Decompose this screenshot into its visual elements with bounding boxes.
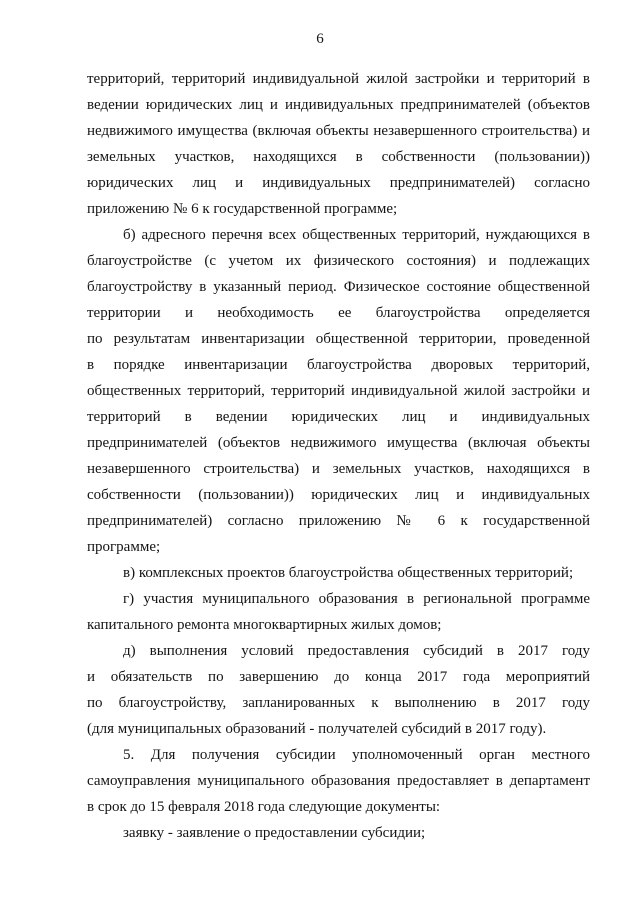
text-line: и обязательств по завершению до конца 2017 года мероприятий [87, 669, 590, 685]
text-line: по благоустройству, запланированных к выполнению в 2017 году [87, 695, 590, 711]
text-line: юридических лиц и индивидуальных предпринимателей) согласно [87, 175, 590, 191]
page-number: 6 [316, 31, 324, 47]
text-line: общественных территорий, территорий индивидуальной жилой застройки и [87, 383, 590, 399]
text-line: ведении юридических лиц и индивидуальных предпринимателей (объектов [87, 97, 590, 113]
text-line: 5. Для получения субсидии уполномоченный орган местного [123, 747, 590, 763]
text-line: территорий, территорий индивидуальной жилой застройки и территорий в [87, 71, 590, 87]
paragraph-item-v [87, 560, 590, 586]
text-line: по результатам инвентаризации общественной территории, проведенной [87, 331, 590, 347]
paragraph-item-g [87, 586, 590, 638]
text-line: благоустройстве (с учетом их физического состояния) и подлежащих [87, 253, 590, 269]
text-line: территорий в ведении юридических лиц и индивидуальных [87, 409, 590, 425]
text-line: капитального ремонта многоквартирных жилых домов; [87, 617, 442, 633]
text-line: недвижимого имущества (включая объекты незавершенного строительства) и [87, 123, 590, 139]
text-line: в) комплексных проектов благоустройства общественных территорий; [123, 565, 574, 581]
paragraph-application [87, 820, 590, 846]
text-line: в срок до 15 февраля 2018 года следующие документы: [87, 799, 441, 815]
text-line: земельных участков, находящихся в собственности (пользовании)) [87, 149, 590, 165]
paragraph-item-d [87, 638, 590, 742]
text-line: в порядке инвентаризации благоустройства дворовых территорий, [87, 357, 590, 373]
text-line: предпринимателей (объектов недвижимого имущества (включая объекты [87, 435, 590, 451]
text-line: приложению № 6 к государственной программе; [87, 201, 398, 217]
text-line: благоустройству в указанный период. Физическое состояние общественной [87, 279, 590, 295]
paragraph-item-b [87, 222, 590, 560]
text-line: заявку - заявление о предоставлении субсидии; [123, 825, 426, 841]
text-line: д) выполнения условий предоставления субсидий в 2017 году [123, 643, 590, 659]
text-line: б) адресного перечня всех общественных территорий, нуждающихся в [123, 227, 590, 243]
paragraph-item-5 [87, 742, 590, 820]
text-line: собственности (пользовании)) юридических лиц и индивидуальных [87, 487, 590, 503]
text-line: (для муниципальных образований - получателей субсидий в 2017 году). [87, 721, 547, 737]
text-line: предпринимателей) согласно приложению № 6 к государственной [87, 513, 590, 529]
text-line: территории и необходимость ее благоустройства определяется [87, 305, 590, 321]
paragraph-continuation [87, 66, 590, 222]
text-line: г) участия муниципального образования в региональной программе [123, 591, 590, 607]
text-line: незавершенного строительства) и земельных участков, находящихся в [87, 461, 590, 477]
document-body [87, 66, 590, 846]
text-line: самоуправления муниципального образования предоставляет в департамент [87, 773, 590, 789]
text-line: программе; [87, 539, 161, 555]
